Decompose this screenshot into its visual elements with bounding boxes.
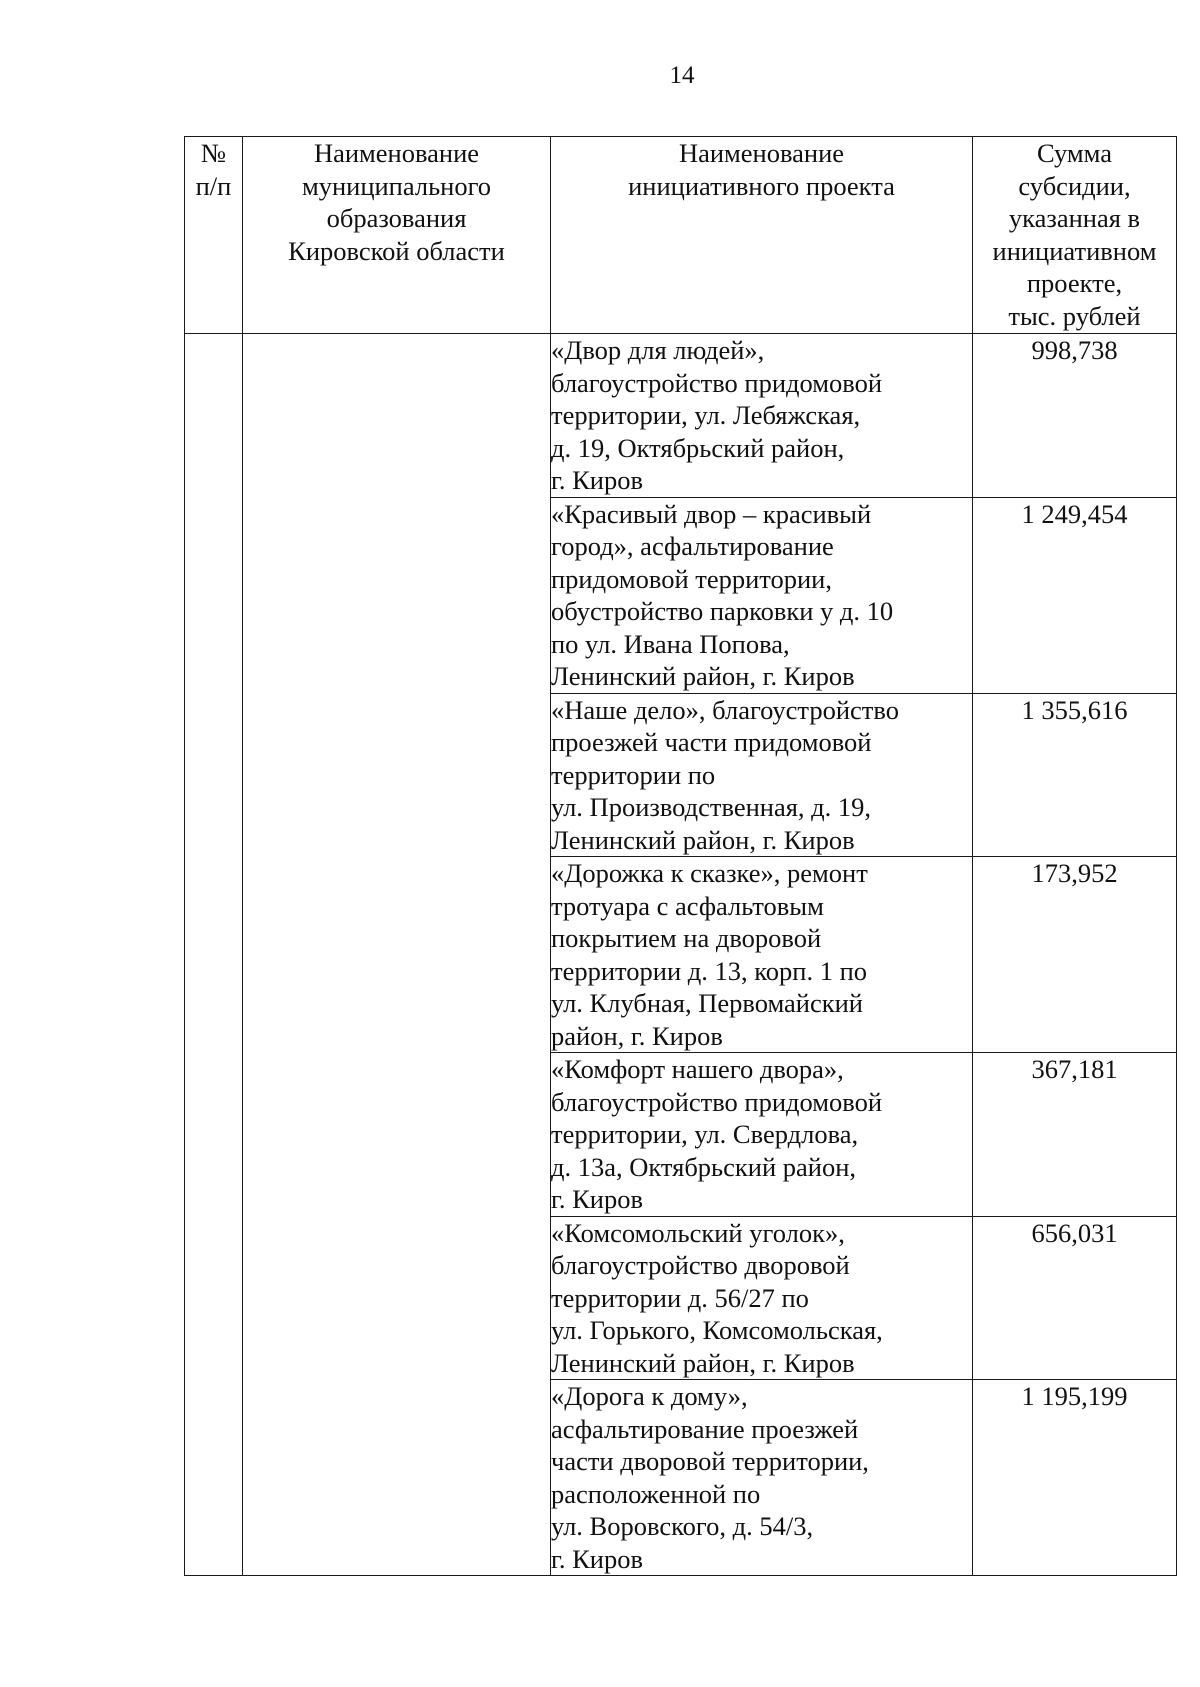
header-project: Наименование инициативного проекта <box>551 137 973 334</box>
project-cell: «Дорожка к сказке», ремонт тротуара с асфальтовым покрытием на дворовой территории д. 13, корп. 1 по ул. Клубная, Первомайский район, г. Киров <box>551 857 973 1053</box>
project-cell: «Дорога к дому», асфальтирование проезжей части дворовой территории, расположенной по ул. Воровского, д. 54/3, г. Киров <box>551 1380 973 1576</box>
project-cell: «Красивый двор – красивый город», асфальтирование придомовой территории, обустройство парковки у д. 10 по ул. Ивана Попова, Ленинский район, г. Киров <box>551 497 973 693</box>
project-cell: «Комсомольский уголок», благоустройство дворовой территории д. 56/27 по ул. Горького, Комсомольская, Ленинский район, г. Киров <box>551 1216 973 1380</box>
table-header-row <box>185 137 1177 334</box>
amount-cell: 367,181 <box>973 1053 1177 1217</box>
amount-cell: 173,952 <box>973 857 1177 1053</box>
project-cell: «Двор для людей», благоустройство придомовой территории, ул. Лебяжская, д. 19, Октябрьский район, г. Киров <box>551 334 973 498</box>
amount-cell: 656,031 <box>973 1216 1177 1380</box>
project-cell: «Комфорт нашего двора», благоустройство придомовой территории, ул. Свердлова, д. 13а, Октябрьский район, г. Киров <box>551 1053 973 1217</box>
header-amount: Сумма субсидии, указанная в инициативном проекте, тыс. рублей <box>973 137 1177 334</box>
amount-cell: 1 355,616 <box>973 693 1177 857</box>
amount-cell: 1 195,199 <box>973 1380 1177 1576</box>
amount-cell: 1 249,454 <box>973 497 1177 693</box>
municipality-cell <box>243 334 551 1576</box>
header-municipality: Наименование муниципального образования Кировской области <box>243 137 551 334</box>
amount-cell: 998,738 <box>973 334 1177 498</box>
table-row <box>185 334 1177 498</box>
row-number-cell <box>185 334 243 1576</box>
header-number: № п/п <box>185 137 243 334</box>
subsidy-table <box>184 136 1177 1576</box>
page-number: 14 <box>669 62 695 89</box>
project-cell: «Наше дело», благоустройство проезжей части придомовой территории по ул. Производственная, д. 19, Ленинский район, г. Киров <box>551 693 973 857</box>
